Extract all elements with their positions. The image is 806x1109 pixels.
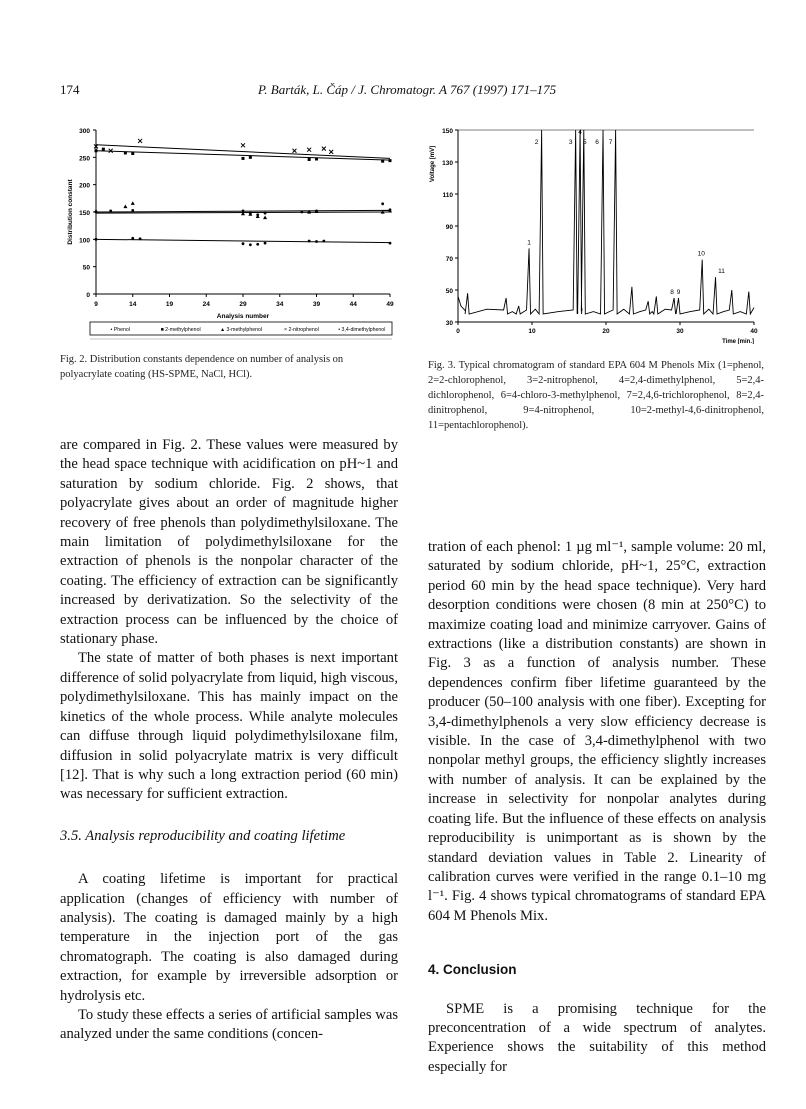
paragraph: are compared in Fig. 2. These values were measured by the head space technique with acidification on pH~1 and saturation by sodium chloride. Fig. 2 shows, that polyacrylate gives about an order of magnitude higher recovery of free phenols than polydimethylsiloxane. The main limitation of polydimethylsiloxane for the extraction of phenols is the nonpolar character of the coating. The efficiency of extraction can be significantly increased by derivatization. So the selectivity of the extraction process can be influenced by the choice of stationary phase. [60,437,398,648]
data-point [315,157,318,160]
section-heading-3-5: 3.5. Analysis reproducibility and coating lifetime [60,827,346,844]
x-tick-label: 19 [165,301,174,308]
x-tick-label: 40 [750,328,758,335]
data-point [95,211,98,214]
y-tick-label: 90 [445,224,453,231]
x-tick-label: 10 [528,328,536,335]
data-point [124,151,127,154]
data-point [264,242,267,245]
data-point [95,238,98,241]
peak-label: 8 [670,289,674,296]
y-tick-label: 150 [442,128,453,135]
data-point [389,159,392,162]
data-point [95,149,98,152]
peak-label: 4 [578,129,582,136]
y-tick-label: 50 [82,264,90,272]
data-point [292,149,296,153]
data-point [249,243,252,246]
data-point [315,240,318,243]
x-tick-label: 49 [386,301,394,308]
peak-label: 2 [534,139,539,146]
y-tick-label: 130 [442,160,453,167]
x-tick-label: 29 [239,301,247,308]
data-point [381,202,384,205]
peak-label: 1 [527,239,531,247]
right-column [428,538,766,1077]
x-tick-label: 30 [676,328,684,335]
legend-entry: • 3,4-dimethylphenol [338,327,386,333]
paragraph: To study these effects a series of artificial samples was analyzed under the same conditions (concen- [60,1006,398,1043]
peak-label: 10 [697,250,705,258]
data-point [381,160,384,163]
chromatogram-chart [422,116,766,344]
peak-label: 5 [582,139,587,146]
data-point [241,143,245,147]
x-tick-label: 9 [94,301,98,308]
page-number: 174 [60,82,80,97]
data-point [308,211,311,214]
x-tick-label: 20 [602,328,610,335]
data-point [131,201,135,205]
y-tick-label: 100 [79,237,90,245]
left-column [60,436,398,1045]
data-point [138,139,142,143]
paragraph: tration of each phenol: 1 µg ml⁻¹, sample volume: 20 ml, saturated by sodium chloride, pH~1, 25°C, extraction period 60 min by the head space technique). Very hard desorption conditions were chosen (8 min at 250°C) to maximize coating load and minimize carryover. Gains of extractions (like a distribution constants) are shown in Fig. 3 as a function of analysis number. These dependences confirm fiber lifetime guaranteed by the producer (50–100 analysis with one fiber). Excepting for 3,4-dimethylphenols a very slow efficiency decrease is visible. In the case of 3,4-dimethylphenol with two nonpolar methyl groups, the efficiency slightly increases with number of analysis. It can be explained by the increase in selectivity for nonpolar analytes during coating life. But the influence of these effects on analysis reproducibility is unimportant as is shown by the standard deviation values in Table 2. Linearity of calibration curves were verified in the range 0.1–10 mg l⁻¹. Fig. 4 shows typical chromatograms of standard EPA 604 M Phenols Mix. [428,539,766,924]
y-axis-label: Voltage [mV] [430,145,436,183]
distribution-constant-chart [60,118,400,344]
y-tick-label: 250 [79,155,90,163]
data-point [389,208,392,211]
data-point [102,148,105,151]
paragraph: SPME is a promising technique for the preconcentration of a wide spectrum of analytes. Experience shows the suitability of this method especially for [428,1000,766,1075]
section-heading-4: 4. Conclusion [428,962,517,978]
legend-entry: • Phenol [110,327,130,333]
peak-label: 9 [676,289,681,296]
y-tick-label: 50 [445,288,453,295]
data-point [249,212,252,215]
y-tick-label: 70 [445,256,453,263]
data-point [256,213,259,216]
paragraph: The state of matter of both phases is next important difference of solid polyacrylate from liquid, high viscous, polydimethylsiloxane. This has mainly impact on the kinetics of the whole process. While analyte molecules can diffuse through liquid polydimethylsiloxane film, diffusion in solid polyacrylate matrix is very difficult [12]. That is why such a long extraction period (60 min) was necessary for sufficient extraction. [60,650,398,803]
figure-2 [60,118,400,344]
running-head: P. Barták, L. Čáp / J. Chromatogr. A 767 (1997) 171–175 [258,82,557,97]
x-tick-label: 39 [312,301,321,308]
data-point [315,210,318,213]
y-tick-label: 200 [79,182,90,190]
data-point [307,148,311,152]
data-point [322,147,326,151]
data-point [242,210,245,213]
paragraph: A coating lifetime is important for practical application (changes of efficiency with number of analysis). The coating is damaged mainly by a high temperature in the injection port of the gas chromatograph. The coating is also damaged during extraction, for example by irreversible adsorption or hydrolysis etc. [60,871,398,1004]
data-point [263,215,267,219]
data-point [123,205,127,209]
data-point [264,212,267,215]
figure-3 [422,116,766,344]
data-point [300,211,303,214]
data-point [308,240,311,243]
x-tick-label: 0 [456,328,460,335]
y-tick-label: 300 [79,128,90,135]
y-tick-label: 0 [86,292,90,299]
y-axis-label: Distribution constant [67,179,74,245]
x-axis-label: Time [min.] [722,339,754,344]
chromatogram-trace [458,130,754,314]
peak-label: 6 [595,139,599,146]
data-point [329,150,333,154]
data-point [139,237,142,240]
data-point [131,152,134,155]
data-point [249,156,252,159]
trend-line [96,145,390,159]
x-axis-label: Analysis number [216,313,270,320]
x-tick-label: 34 [276,301,284,308]
peak-label: 7 [608,139,613,146]
y-tick-label: 150 [79,210,90,217]
data-point [389,242,392,245]
data-point [242,157,245,160]
data-point [109,210,112,213]
legend-entry: × 2-nitrophenol [284,327,319,333]
data-point [256,243,259,246]
figure-3-caption: Fig. 3. Typical chromatogram of standard EPA 604 M Phenols Mix (1=phenol, 2=2-chlorophenol, 3=2-nitrophenol, 4=2,4-dimethylphenol, 5=2,4-dichlorophenol, 6=4-chloro-3-methylphenol, 7=2,4,6-trichlorophenol, 8=2,4-dinitrophenol, 9=4-nitrophenol, 10=2-methyl-4,6-dinitrophenol, 11=pentachlorophenol). [428,360,764,431]
x-tick-label: 14 [129,301,137,308]
peak-label: 3 [568,139,573,146]
x-tick-label: 44 [349,301,357,308]
peak-label: 11 [718,268,725,276]
data-point [322,240,325,243]
legend-entry: ■ 2-methylphenol [160,327,201,333]
legend-entry: ▲ 3-methylphenol [219,327,263,333]
data-point [131,209,134,212]
data-point [242,242,245,245]
y-tick-label: 30 [445,320,453,327]
y-tick-label: 110 [442,192,453,199]
data-point [308,158,311,161]
data-point [131,237,134,240]
figure-2-caption: Fig. 2. Distribution constants dependence on number of analysis on polyacrylate coating (HS-SPME, NaCl, HCl). [60,354,344,380]
x-tick-label: 24 [202,301,210,308]
